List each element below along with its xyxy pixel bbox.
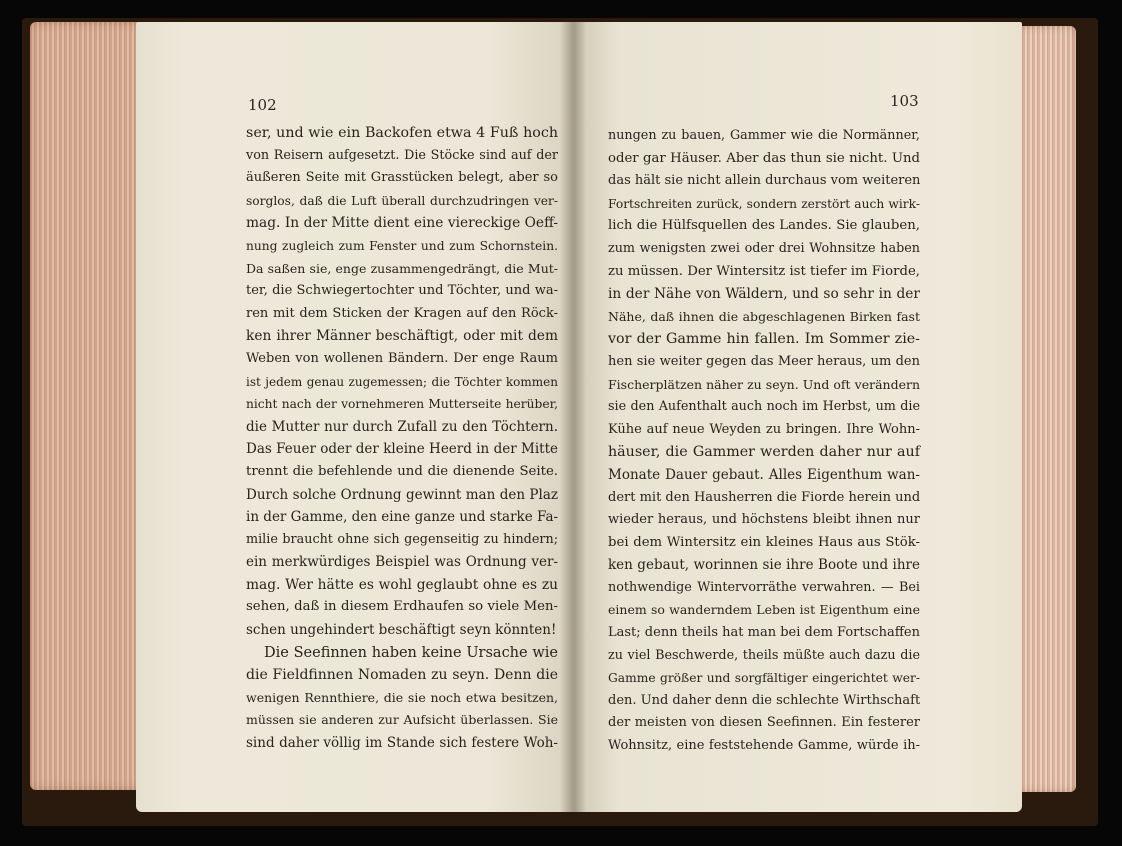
text-line: ein merkwürdiges Beispiel was Ordnung ver- bbox=[246, 554, 558, 571]
text-line: Da saßen sie, enge zusammengedrängt, die Mut- bbox=[246, 260, 558, 276]
text-line: wieder heraus, und höchstens bleibt ihnen nur bbox=[608, 512, 920, 528]
text-line: vor der Gamme hin fallen. Im Sommer zie- bbox=[608, 331, 920, 348]
text-line: oder gar Häuser. Aber das thun sie nicht. Und bbox=[608, 150, 920, 166]
text-line: Wohnsitz, eine feststehende Gamme, würde ih- bbox=[608, 738, 920, 754]
text-line: ken ihrer Männer beschäftigt, oder mit dem bbox=[246, 328, 558, 345]
text-line: zum wenigsten zwei oder drei Wohnsitze haben bbox=[608, 240, 920, 256]
text-line: häuser, die Gammer werden daher nur auf bbox=[608, 444, 920, 461]
text-line: den. Und daher denn die schlechte Wirthschaft bbox=[608, 692, 921, 708]
text-line: von Reisern aufgesetzt. Die Stöcke sind auf der bbox=[246, 147, 558, 163]
text-line: zu viel Beschwerde, theils müßte auch dazu die bbox=[608, 647, 920, 663]
text-line: müssen sie anderen zur Aufsicht überlassen. Sie bbox=[246, 712, 558, 728]
text-line: nothwendige Wintervorräthe verwahren. — Bei bbox=[608, 579, 920, 595]
right-page-number: 103 bbox=[890, 92, 919, 110]
text-line: Monate Dauer gebaut. Alles Eigenthum wan- bbox=[608, 466, 920, 483]
text-line: nungen zu bauen, Gammer wie die Normänner, bbox=[608, 128, 920, 143]
text-line: nung zugleich zum Fenster und zum Schornstein. bbox=[246, 238, 558, 253]
text-line: ter, die Schwiegertochter und Töchter, und wa- bbox=[246, 283, 558, 299]
text-line: äußeren Seite mit Grasstücken belegt, aber so bbox=[246, 170, 558, 186]
text-line: ist jedem genau zugemessen; die Töchter kommen bbox=[246, 374, 558, 389]
text-line: Die Seefinnen haben keine Ursache wie bbox=[264, 644, 558, 661]
text-line: in der Gamme, den eine ganze und starke Fa- bbox=[246, 509, 559, 526]
text-line: Weben von wollenen Bändern. Der enge Raum bbox=[246, 350, 558, 366]
text-line: Das Feuer oder der kleine Heerd in der Mitte bbox=[246, 441, 558, 458]
text-line: trennt die befehlende und die dienende Seite. bbox=[246, 463, 558, 479]
text-line: Fischerplätzen näher zu seyn. Und oft verändern bbox=[608, 376, 920, 392]
page-edges-right bbox=[1018, 26, 1076, 792]
text-line: nicht nach der vornehmeren Mutterseite herüber, bbox=[246, 397, 558, 412]
text-line: ren mit dem Sticken der Kragen auf den Röck- bbox=[246, 305, 558, 321]
text-line: sie den Aufenthalt auch noch im Herbst, um die bbox=[608, 399, 920, 415]
text-line: sehen, daß in diesem Erdhaufen so viele Men- bbox=[246, 599, 558, 615]
text-line: Gamme größer und sorgfältiger eingerichtet wer- bbox=[608, 671, 920, 686]
text-line: bei dem Wintersitz ein kleines Haus aus Stök- bbox=[608, 534, 920, 550]
text-line: Fortschreiten zurück, sondern zerstört auch wirk- bbox=[608, 196, 920, 211]
text-line: Last; denn theils hat man bei dem Fortschaffen bbox=[608, 625, 920, 641]
text-line: in der Nähe von Wäldern, und so sehr in der bbox=[608, 286, 920, 303]
text-line: Durch solche Ordnung gewinnt man den Plaz bbox=[246, 486, 558, 503]
text-line: einem so wanderndem Leben ist Eigenthum eine bbox=[608, 602, 920, 618]
text-line: lich die Hülfsquellen des Landes. Sie glauben, bbox=[608, 218, 920, 234]
text-line: die Mutter nur durch Zufall zu den Töchtern. bbox=[246, 418, 558, 435]
left-page-number: 102 bbox=[248, 96, 277, 114]
text-line: mag. Wer hätte es wohl geglaubt ohne es zu bbox=[246, 576, 558, 593]
text-line: ken gebaut, worinnen sie ihre Boote und ihre bbox=[608, 557, 920, 574]
left-page-text bbox=[246, 122, 558, 755]
text-line: das hält sie nicht allein durchaus vom weiteren bbox=[608, 173, 921, 189]
page-edges-left bbox=[30, 22, 142, 790]
text-line: sind daher völlig im Stande sich festere Woh- bbox=[246, 735, 558, 752]
text-line: zu müssen. Der Wintersitz ist tiefer im Fiorde, bbox=[608, 263, 921, 279]
text-line: Nähe, daß ihnen die abgeschlagenen Birken fast bbox=[608, 308, 920, 324]
text-line: wenigen Rennthiere, die sie noch etwa besitzen, bbox=[246, 689, 558, 705]
text-line: dert mit den Hausherren die Fiorde herein und bbox=[608, 489, 921, 505]
text-line: der meisten von diesen Seefinnen. Ein festerer bbox=[608, 715, 920, 731]
right-page-text bbox=[608, 125, 920, 758]
text-line: sorglos, daß die Luft überall durchzudringen ver- bbox=[246, 193, 558, 208]
text-line: ser, und wie ein Backofen etwa 4 Fuß hoch bbox=[246, 125, 558, 141]
text-line: die Fieldfinnen Nomaden zu seyn. Denn die bbox=[246, 667, 558, 684]
text-line: schen ungehindert beschäftigt seyn könnten! bbox=[246, 622, 557, 639]
text-line: mag. In der Mitte dient eine viereckige Oeff- bbox=[246, 215, 558, 232]
text-line: hen sie weiter gegen das Meer heraus, um den bbox=[608, 353, 920, 369]
book-gutter bbox=[560, 22, 586, 812]
text-line: milie braucht ohne sich gegenseitig zu hindern; bbox=[246, 531, 558, 547]
text-line: Kühe auf neue Weyden zu bringen. Ihre Wohn- bbox=[608, 421, 920, 437]
